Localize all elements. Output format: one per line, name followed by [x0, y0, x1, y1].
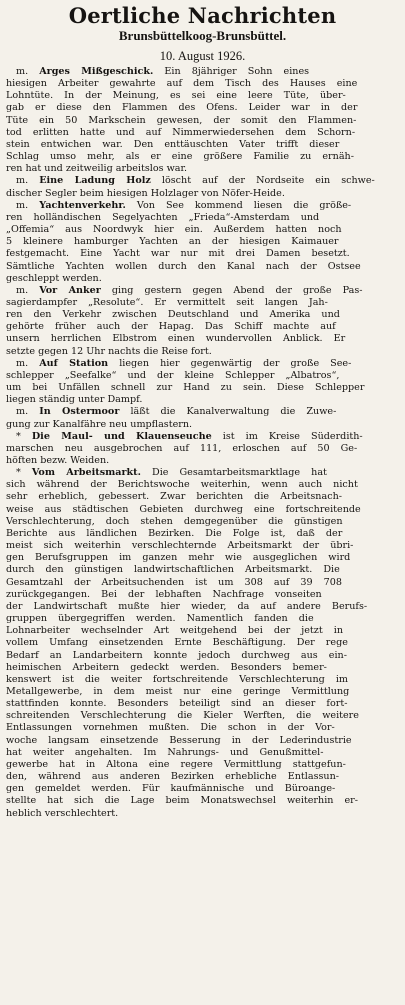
article-line: zurückgegangen. Bei der lebhaften Nachfrage vonseiten: [6, 588, 322, 600]
article-text: Die Gesamtarbeitsmarktlage hat: [152, 467, 327, 479]
article-line: Bedarf an Landarbeitern konnte jedoch durchweg aus ein-: [6, 649, 347, 661]
article-headline: Vom Arbeitsmarkt.: [31, 467, 141, 479]
news-article: [6, 66, 399, 175]
article-line: ren hat und zeitweilig arbeitslos war.: [6, 163, 188, 175]
news-article: [6, 431, 399, 467]
article-line: Berichte aus ländlichen Bezirken. Die Folge ist, daß der: [6, 527, 343, 539]
article-prefix: *: [16, 467, 21, 479]
article-line: gehörte früher auch der Hapag. Das Schiff machte auf: [6, 321, 336, 333]
article-line: unsern herrlichen Elbstrom einen wundervollen Anblick. Er: [6, 333, 346, 345]
article-line: Lohntüte. In der Meinung, es sei eine leere Tüte, über-: [6, 90, 346, 102]
article-line: setzte gegen 12 Uhr nachts die Reise fort.: [6, 345, 212, 357]
article-prefix: m.: [16, 66, 29, 77]
article-text: läßt die Kanalverwaltung die Zuwe-: [130, 406, 337, 418]
article-line: heblich verschlechtert.: [6, 807, 119, 819]
article-line: [6, 285, 399, 297]
article-line: höften bezw. Weiden.: [6, 455, 110, 466]
article-prefix: *: [16, 430, 21, 442]
article-line: Gesamtzahl der Arbeitsuchenden ist um 308 auf 39 708: [6, 576, 342, 588]
article-line: Lohnarbeiter wechselnder Art weitgehend bei der jetzt in: [6, 625, 343, 637]
article-line: hat weiter angehalten. Im Nahrungs- und Genußmittel-: [6, 746, 324, 758]
article-line: sehr erheblich, gebessert. Zwar berichten die Arbeitsnach-: [6, 491, 342, 503]
article-headline: In Ostermoor: [39, 406, 120, 418]
article-list: [6, 66, 399, 820]
article-line: den, während aus anderen Bezirken erhebliche Entlassun-: [6, 771, 340, 783]
article-prefix: m.: [16, 199, 29, 211]
article-headline: Vor Anker: [39, 284, 101, 296]
article-line: [6, 406, 399, 418]
article-line: gen gemeldet werden. Für kaufmännische und Büroange-: [6, 783, 336, 795]
article-line: gung zur Kanalfähre neu umpflastern.: [6, 418, 193, 430]
article-line: marschen neu ausgebrochen auf 111, erloschen auf 50 Ge-: [6, 442, 358, 454]
article-headline: Arges Mißgeschick.: [39, 66, 154, 77]
article-line: [6, 175, 399, 187]
article-line: [6, 358, 399, 370]
news-article: [6, 358, 399, 407]
article-line: kenswert ist die weiter fortschreitende Verschlechterung im: [6, 673, 349, 685]
article-line: [6, 200, 399, 212]
article-line: woche langsam einsetzende Besserung in der Lederindustrie: [6, 734, 352, 746]
article-line: Entlassungen vornehmen mußten. Die schon in der Vor-: [6, 722, 335, 734]
news-article: [6, 406, 399, 430]
article-line: [6, 467, 399, 479]
news-article: [6, 467, 399, 820]
article-line: schlepper „Seefalke“ und der kleine Schlepper „Albatros“,: [6, 369, 340, 381]
article-line: stein entwichen war. Den enttäuschten Vater trifft dieser: [6, 138, 340, 150]
article-line: ren holländischen Segelyachten „Frieda“-Amsterdam und: [6, 211, 320, 223]
article-prefix: m.: [16, 175, 29, 187]
news-article: [6, 175, 399, 199]
article-line: 5 kleinere hamburger Yachten an der hiesigen Kaimauer: [6, 236, 339, 248]
article-line: stattfinden konnte. Besonders beteiligt sind an dieser fort-: [6, 698, 348, 710]
article-text: ging gestern gegen Abend der große Pas-: [111, 284, 363, 296]
dateline: 10. August 1926.: [159, 49, 246, 63]
section-subtitle: Brunsbüttelkoog-Brunsbüttel.: [118, 28, 287, 43]
article-line: meist sich weiterhin verschlechternde Arbeitsmarkt der übri-: [6, 540, 354, 552]
article-headline: Auf Station: [39, 357, 109, 369]
article-line: sich während der Berichtswoche weiterhin, wenn auch nicht: [6, 479, 358, 491]
article-line: stellte hat sich die Lage beim Monatswechsel weiterhin er-: [6, 795, 358, 807]
article-line: liegen ständig unter Dampf.: [6, 394, 143, 406]
article-line: Metallgewerbe, in dem meist nur eine geringe Vermittlung: [6, 685, 350, 697]
section-title: Oertliche Nachrichten: [68, 3, 337, 28]
article-line: gen Berufsgruppen im ganzen mehr wie ausgeglichen wird: [6, 552, 351, 564]
article-line: ren den Verkehr zwischen Deutschland und Amerika und: [6, 309, 340, 321]
article-line: hiesigen Arbeiter gewahrte auf dem Tisch des Hauses eine: [6, 78, 358, 90]
news-article: [6, 200, 399, 285]
article-line: „Offemia“ aus Noordwyk hier ein. Außerdem hatten noch: [6, 224, 342, 236]
news-article: [6, 285, 399, 358]
article-line: vollem Umfang einsetzenden Ernte Beschäftigung. Der rege: [6, 637, 348, 649]
article-line: um bei Unfällen schnell zur Hand zu sein. Diese Schlepper: [6, 382, 365, 394]
article-line: weise aus städtischen Gebieten durchweg eine fortschreitende: [6, 503, 361, 515]
article-prefix: m.: [16, 284, 29, 296]
article-text: löscht auf der Nordseite ein schwe-: [161, 175, 375, 187]
article-line: gruppen übergegriffen werden. Namentlich fanden die: [6, 613, 314, 625]
article-line: heimischen Arbeitern gedeckt werden. Besonders bemer-: [6, 661, 327, 673]
article-text: liegen hier gegenwärtig der große See-: [119, 357, 352, 369]
article-prefix: m.: [16, 406, 29, 418]
article-line: sagierdampfer „Resolute“. Er vermittelt seit langen Jah-: [6, 296, 328, 308]
article-headline: Yachtenverkehr.: [39, 199, 126, 211]
article-line: Verschlechterung, doch stehen demgegenüber die günstigen: [6, 515, 343, 527]
article-text: ist im Kreise Süderdith-: [222, 430, 363, 442]
article-text: Von See kommend liesen die größe-: [136, 199, 352, 211]
article-line: discher Segler beim hiesigen Holzlager von Nöfer-Heide.: [6, 187, 285, 199]
article-line: gewerbe hat in Altona eine regere Vermittlung stattgefun-: [6, 758, 346, 770]
article-line: festgemacht. Eine Yacht war nur mit drei Damen besetzt.: [6, 248, 350, 260]
article-line: Tüte ein 50 Markschein gewesen, der somit den Flammen-: [6, 114, 357, 126]
article-line: Sämtliche Yachten wollen durch den Kanal nach der Ostsee: [6, 260, 361, 272]
article-line: [6, 431, 399, 443]
article-line: gab er diese den Flammen des Ofens. Leider war in der: [6, 102, 358, 114]
article-text: Ein 8jähriger Sohn eines: [164, 66, 310, 77]
article-line: durch den günstigen landwirtschaftlichen Arbeitsmarkt. Die: [6, 564, 340, 576]
article-headline: Die Maul- und Klauenseuche: [31, 430, 212, 442]
article-headline: Eine Ladung Holz: [39, 175, 151, 187]
article-line: geschleppt werden.: [6, 272, 102, 284]
article-line: tod erlitten hatte und auf Nimmerwiedersehen dem Schorn-: [6, 126, 356, 138]
article-line: Schlag umso mehr, als er eine größere Familie zu ernäh-: [6, 151, 354, 163]
article-line: schreitenden Verschlechterung die Kieler Werften, die weitere: [6, 710, 359, 722]
article-line: der Landwirtschaft mußte hier wieder, da auf andere Berufs-: [6, 600, 368, 612]
article-line: [6, 66, 399, 78]
article-prefix: m.: [16, 357, 29, 369]
